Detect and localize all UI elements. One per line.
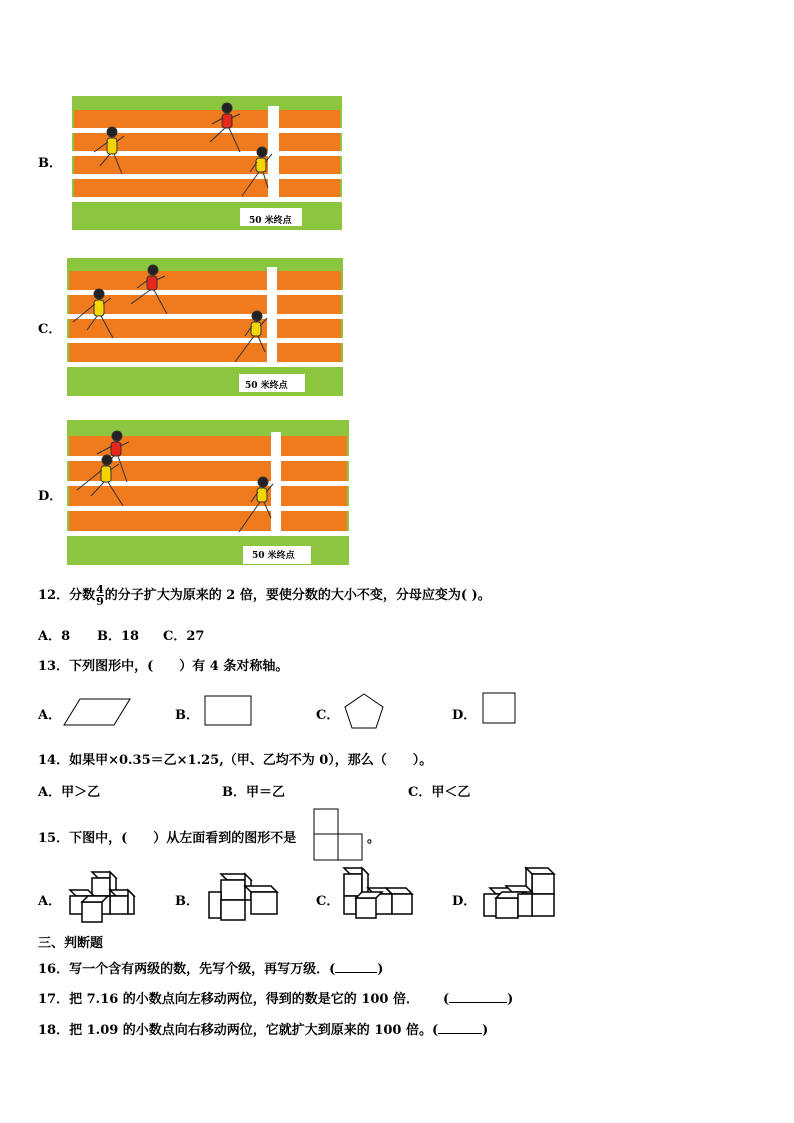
q16-answer-blank[interactable]	[335, 972, 377, 973]
q12-choice-b[interactable]: B．18	[97, 629, 140, 644]
question-12	[38, 584, 491, 607]
q15-choice-c[interactable]: C．	[316, 894, 340, 909]
parallelogram-shape	[62, 697, 132, 727]
option-c-label: C．	[38, 322, 62, 337]
q13-choice-c[interactable]: C．	[316, 708, 340, 723]
question-16	[38, 958, 383, 977]
q17-text: 17．把 7.16 的小数点向左移动两位，得到的数是它的 100 倍．	[38, 992, 419, 1007]
q13-choice-d[interactable]: D．	[452, 708, 477, 723]
q16-text: 16．写一个含有两级的数，先写个级，再写万级．(	[38, 962, 336, 977]
option-b-track-label: 50 米终点	[249, 216, 292, 226]
q14-choice-a[interactable]: A．甲＞乙	[38, 785, 101, 800]
cube-figure-c	[340, 866, 414, 922]
rectangle-shape	[204, 695, 253, 727]
option-b-track-image	[72, 96, 342, 230]
q15-choice-d[interactable]: D．	[452, 894, 477, 909]
q12-text-b: 的分子扩大为原来的 2 倍，要使分数的大小不变，分母应变为( )。	[104, 588, 491, 603]
q15-choice-a[interactable]: A．	[38, 894, 62, 909]
q18-answer-blank[interactable]	[438, 1033, 482, 1034]
q12-number: 12．	[38, 588, 70, 603]
q14-choice-c[interactable]: C．甲＜乙	[408, 785, 471, 800]
option-d-label: D．	[38, 489, 63, 504]
q18-close: )	[482, 1023, 489, 1038]
option-c-track-image	[67, 258, 343, 396]
question-18	[38, 1019, 488, 1038]
q12-fraction-numerator: 4	[96, 583, 104, 596]
option-d-track-label: 50 米终点	[252, 551, 295, 561]
left-view-figure	[313, 808, 365, 862]
question-15: 15．下图中，( ）从左面看到的图形不是	[38, 831, 297, 846]
q12-text-a: 分数	[69, 588, 96, 603]
cube-figure-d	[480, 866, 558, 924]
pentagon-shape	[343, 692, 385, 730]
q17-open: (	[443, 992, 450, 1007]
q13-choice-a[interactable]: A．	[38, 708, 62, 723]
q18-text: 18．把 1.09 的小数点向右移动两位，它就扩大到原来的 100 倍。(	[38, 1023, 439, 1038]
question-17	[38, 988, 513, 1007]
option-c-track-label: 50 米终点	[245, 381, 288, 391]
cube-figure-a	[66, 870, 138, 924]
q16-close: )	[377, 962, 384, 977]
q17-answer-blank[interactable]	[449, 1002, 507, 1003]
cube-figure-b	[205, 872, 281, 924]
option-d-track-image	[67, 420, 349, 565]
q17-close: )	[507, 992, 514, 1007]
q13-choice-b[interactable]: B．	[175, 708, 199, 723]
q12-choice-a[interactable]: A．8	[38, 629, 71, 644]
section-3-heading: 三、判断题	[38, 936, 104, 951]
q12-fraction	[96, 584, 104, 607]
q12-fraction-denominator: 9	[96, 595, 104, 608]
q15-end: 。	[367, 831, 381, 846]
q15-choice-b[interactable]: B．	[175, 894, 199, 909]
option-b-label: B．	[38, 156, 62, 171]
question-14: 14．如果甲×0.35＝乙×1.25,（甲、乙均不为 0），那么（ ）。	[38, 753, 433, 768]
q14-choice-b[interactable]: B．甲＝乙	[222, 785, 285, 800]
q12-choice-c[interactable]: C．27	[163, 629, 205, 644]
question-13: 13．下列图形中，( ）有 4 条对称轴。	[38, 659, 289, 674]
square-shape	[482, 692, 516, 724]
